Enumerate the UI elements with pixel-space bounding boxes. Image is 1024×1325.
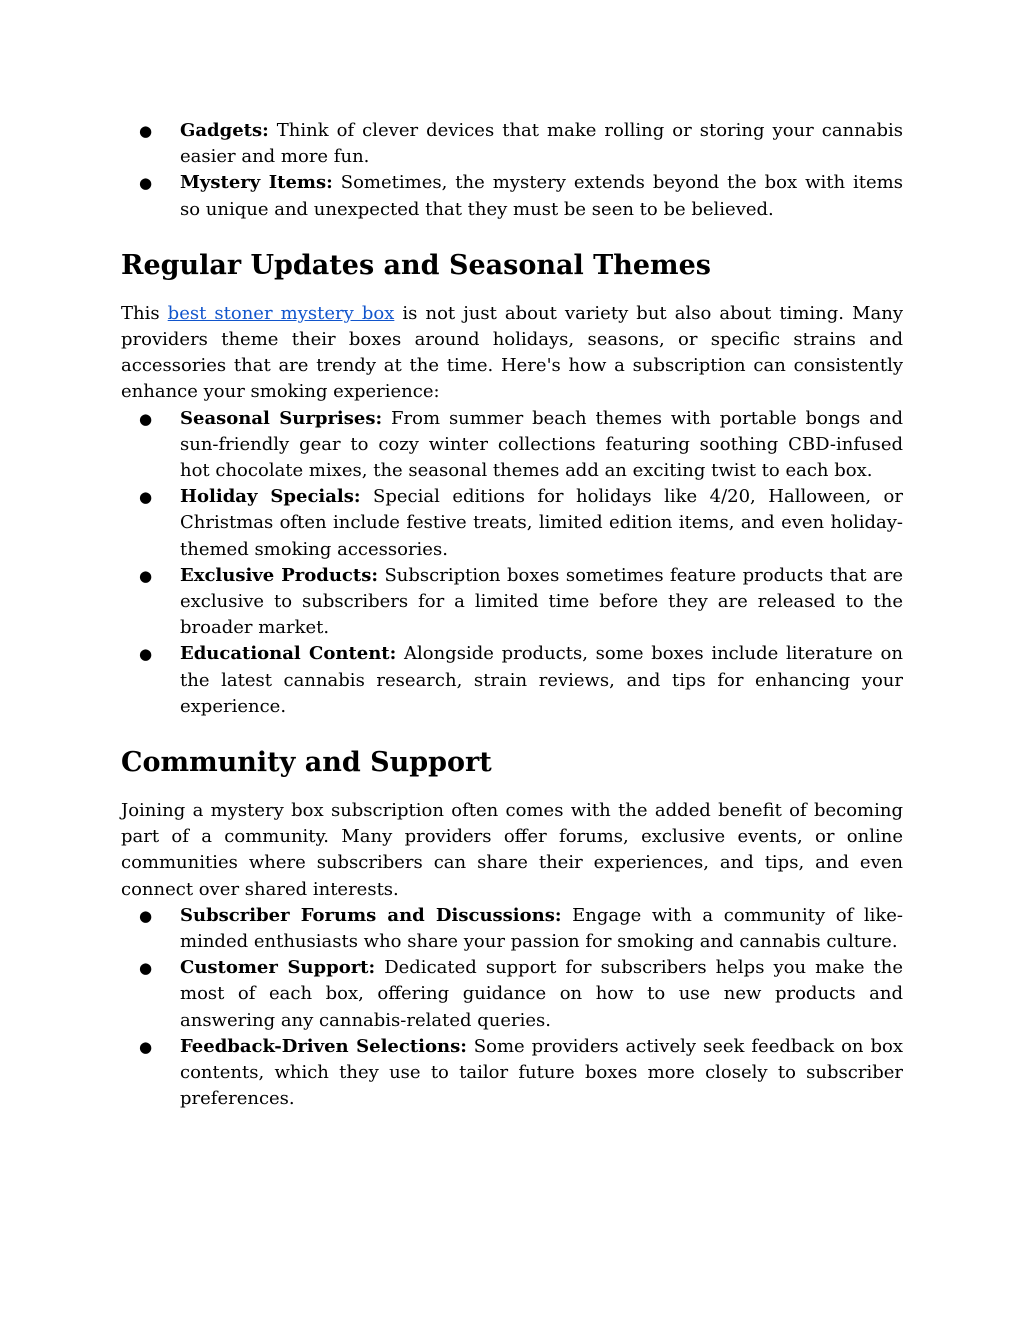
section-heading-community: Community and Support xyxy=(121,747,492,779)
list-item xyxy=(121,484,903,563)
item-label: Holiday Specials: xyxy=(180,486,361,508)
list-item xyxy=(121,955,903,1034)
bullet-icon: ● xyxy=(139,906,153,925)
list-item xyxy=(121,406,903,485)
item-label: Educational Content: xyxy=(180,643,397,665)
item-text: Think of clever devices that make rolling or storing your cannabis easier and more fun. xyxy=(180,120,903,168)
bullet-icon: ● xyxy=(139,122,153,140)
bullet-icon: ● xyxy=(139,1037,153,1056)
item-label: Feedback-Driven Selections: xyxy=(180,1035,467,1057)
features-list xyxy=(121,118,903,223)
item-text: Special editions for holidays like 4/20, Halloween, or Christmas often include festive treats, limited edition items, and even holiday-themed smoking accessories. xyxy=(180,486,903,560)
bullet-icon: ● xyxy=(139,566,153,585)
item-text: Dedicated support for subscribers helps you make the most of each box, offering guidance on how to use new products and answering any cannabis-related queries. xyxy=(180,957,903,1031)
item-label: Exclusive Products: xyxy=(180,564,378,586)
list-item xyxy=(121,118,903,170)
item-text: Alongside products, some boxes include literature on the latest cannabis research, strain reviews, and tips for enhancing your experience. xyxy=(180,643,903,717)
bullet-icon: ● xyxy=(139,645,153,664)
seasonal-list xyxy=(121,406,903,720)
item-label: Mystery Items: xyxy=(180,172,333,194)
item-text: Sometimes, the mystery extends beyond the box with items so unique and unexpected that they must be seen to be believed. xyxy=(180,172,903,220)
community-list xyxy=(121,903,903,1113)
item-label: Gadgets: xyxy=(180,120,269,141)
mystery-box-link[interactable]: best stoner mystery box xyxy=(167,302,395,324)
list-item xyxy=(121,903,903,955)
list-item xyxy=(121,641,903,720)
item-label: Subscriber Forums and Discussions: xyxy=(180,904,562,926)
list-item xyxy=(121,563,903,642)
section-heading-seasonal: Regular Updates and Seasonal Themes xyxy=(121,249,711,281)
seasonal-intro-paragraph xyxy=(121,301,903,406)
item-label: Seasonal Surprises: xyxy=(180,407,383,429)
intro-text-after: is not just about variety but also about timing. Many providers theme their boxes around holidays, seasons, or specific strains and accessories that are trendy at the time. Here's how a subscription can consistently enhance your smoking experience: xyxy=(121,302,903,403)
item-text: Subscription boxes sometimes feature products that are exclusive to subscribers for a limited time before they are released to the broader market. xyxy=(180,564,903,639)
item-label: Customer Support: xyxy=(180,957,376,979)
bullet-icon: ● xyxy=(139,959,153,978)
item-text: From summer beach themes with portable bongs and sun-friendly gear to cozy winter collections featuring soothing CBD-infused hot chocolate mixes, the seasonal themes add an exciting twist to each box. xyxy=(180,407,904,482)
item-text: Some providers actively seek feedback on box contents, which they use to tailor future boxes more closely to subscriber preferences. xyxy=(180,1035,903,1110)
bullet-icon: ● xyxy=(139,409,153,428)
bullet-icon: ● xyxy=(139,174,153,193)
intro-text-before: This xyxy=(121,302,168,324)
list-item xyxy=(121,170,903,222)
bullet-icon: ● xyxy=(139,488,153,507)
community-intro-paragraph: Joining a mystery box subscription often comes with the added benefit of becoming part of a community. Many providers offer forums, exclusive events, or online communities where subscribers can share their experiences, and tips, and even connect over shared interests. xyxy=(121,800,903,900)
item-text: Engage with a community of like-minded enthusiasts who share your passion for smoking and cannabis culture. xyxy=(180,904,903,953)
list-item xyxy=(121,1034,903,1113)
